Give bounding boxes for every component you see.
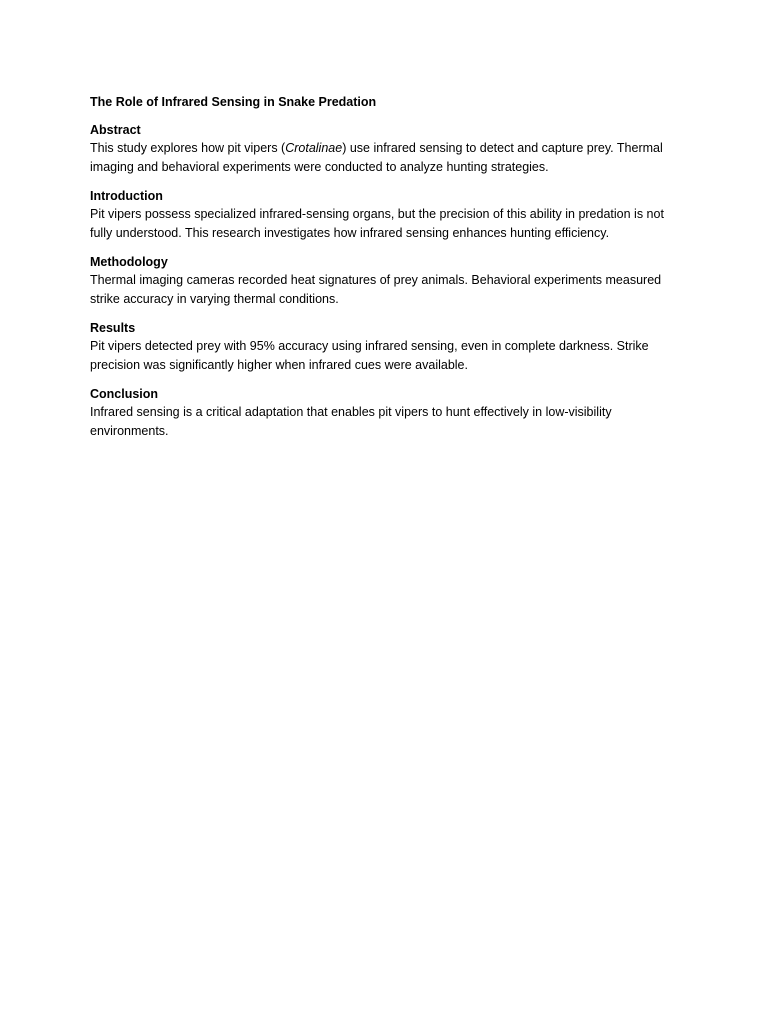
section-conclusion: [90, 385, 680, 441]
section-heading-introduction: Introduction: [90, 189, 163, 203]
section-heading-results: Results: [90, 321, 136, 335]
document-title: The Role of Infrared Sensing in Snake Predation: [90, 95, 377, 109]
section-text-introduction: Pit vipers possess specialized infrared-sensing organs, but the precision of this ability in predation is not fully understood. This research investigates how infrared sensing enhances hunting efficiency.: [90, 207, 664, 240]
section-text-methodology: Thermal imaging cameras recorded heat signatures of prey animals. Behavioral experiments measured strike accuracy in varying thermal conditions.: [90, 273, 662, 306]
abstract-text-before: This study explores how pit vipers (: [90, 141, 286, 155]
section-abstract: [90, 121, 680, 177]
section-text-abstract: [90, 139, 680, 177]
section-heading-conclusion: Conclusion: [90, 387, 159, 401]
section-methodology: [90, 253, 680, 309]
section-text-results: Pit vipers detected prey with 95% accuracy using infrared sensing, even in complete darkness. Strike precision was significantly higher when infrared cues were available.: [90, 339, 649, 372]
section-heading-methodology: Methodology: [90, 255, 168, 269]
section-introduction: [90, 187, 680, 243]
abstract-text-after: ) use infrared sensing to detect and capture prey. Thermal imaging and behavioral experiments were conducted to analyze hunting strategies.: [90, 141, 663, 174]
section-text-conclusion: Infrared sensing is a critical adaptation that enables pit vipers to hunt effectively in low-visibility environments.: [90, 405, 612, 438]
document-page: [90, 93, 680, 451]
section-heading-abstract: Abstract: [90, 123, 141, 137]
abstract-italic-term: Crotalinae: [285, 141, 343, 155]
section-results: [90, 319, 680, 375]
